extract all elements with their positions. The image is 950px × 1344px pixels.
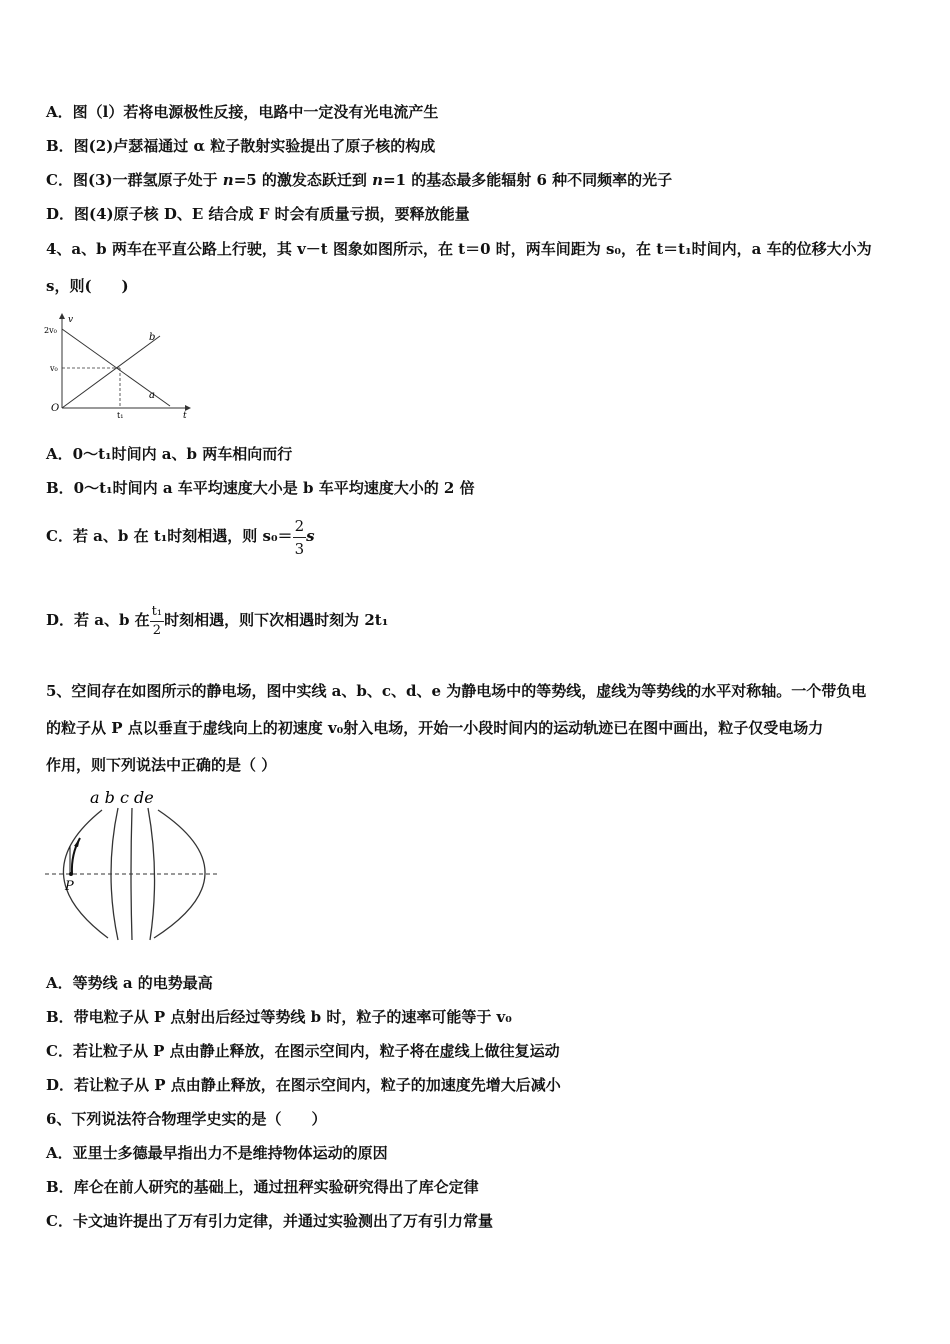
q3-option-b: B．图(2)卢瑟福通过 α 粒子散射实验提出了原子核的构成 <box>46 137 436 155</box>
vt-origin-label: O <box>51 403 60 414</box>
vt-label-b: b <box>149 332 156 343</box>
point-p-label: P <box>65 879 74 894</box>
vt-tick-v0: v₀ <box>50 364 58 373</box>
q4-c-denominator: 3 <box>294 539 305 558</box>
vt-line-b <box>62 336 160 408</box>
point-p <box>69 872 73 876</box>
q5-stem-line3: 作用，则下列说法中正确的是（ ） <box>46 756 277 774</box>
q3-option-a: A．图（l）若将电源极性反接，电路中一定没有光电流产生 <box>46 103 439 121</box>
q5-option-b: B．带电粒子从 P 点射出后经过等势线 b 时，粒子的速率可能等于 v₀ <box>46 1008 512 1026</box>
q4-d-fraction <box>150 603 164 640</box>
q3-c-text-2: =5 的激发态跃迁到 <box>233 171 373 189</box>
vt-label-a: a <box>149 390 155 401</box>
vt-tick-t1: t₁ <box>117 411 124 420</box>
q4-stem-line2: s，则( ) <box>46 277 129 295</box>
q5-option-a: A．等势线 a 的电势最高 <box>46 974 213 992</box>
q4-c-var: s <box>306 527 315 545</box>
q5-stem-line1: 5、空间存在如图所示的静电场，图中实线 a、b、c、d、e 为静电场中的等势线，虚线为等势线的水平对称轴。一个带负电 <box>46 682 867 700</box>
vt-tick-2v0: 2v₀ <box>44 326 57 335</box>
q6-option-b: B．库仑在前人研究的基础上，通过扭秤实验研究得出了库仑定律 <box>46 1178 479 1196</box>
q4-d-text-1: D．若 a、b 在 <box>46 611 150 629</box>
q4-d-numerator: t₁ <box>150 603 164 622</box>
velocity-arrow-icon <box>74 838 80 847</box>
field-line-labels: a b c de <box>90 788 154 807</box>
q4-c-numerator: 2 <box>293 515 307 538</box>
q5-option-d: D．若让粒子从 P 点由静止释放，在图示空间内，粒子的加速度先增大后减小 <box>46 1076 561 1094</box>
q3-c-var-2: n <box>372 171 384 189</box>
q4-stem-line1: 4、a、b 两车在平直公路上行驶，其 v－t 图象如图所示，在 t＝0 时，两车间距为 s₀，在 t＝t₁时间内，a 车的位移大小为 <box>46 240 872 258</box>
q3-c-var-1: n <box>222 171 234 189</box>
q4-option-d <box>46 597 388 643</box>
q5-stem-line2: 的粒子从 P 点以垂直于虚线向上的初速度 v₀射入电场，开始一小段时间内的运动轨迹已在图中画出，粒子仅受电场力 <box>46 719 824 737</box>
q6-option-c: C．卡文迪许提出了万有引力定律，并通过实验测出了万有引力常量 <box>46 1212 493 1230</box>
q3-option-c <box>46 170 672 190</box>
q4-d-denominator: 2 <box>152 622 162 638</box>
q6-stem: 6、下列说法符合物理学史实的是（ ） <box>46 1110 327 1128</box>
vt-graph <box>40 310 200 422</box>
q4-option-b: B．0～t₁时间内 a 车平均速度大小是 b 车平均速度大小的 2 倍 <box>46 479 475 497</box>
q3-option-d: D．图(4)原子核 D、E 结合成 F 时会有质量亏损，要释放能量 <box>46 205 470 223</box>
q4-d-text-2: 时刻相遇，则下次相遇时刻为 2t₁ <box>164 611 389 629</box>
q4-c-text: C．若 a、b 在 t₁时刻相遇，则 s₀＝ <box>46 527 293 545</box>
q4-c-fraction <box>293 515 307 560</box>
q3-c-text-3: =1 的基态最多能辐射 6 种不同频率的光子 <box>383 171 673 189</box>
q3-c-text-1: C．图(3)一群氢原子处于 <box>46 171 223 189</box>
vt-x-label: t <box>183 411 187 421</box>
q5-option-c: C．若让粒子从 P 点由静止释放，在图示空间内，粒子将在虚线上做往复运动 <box>46 1042 560 1060</box>
q4-option-c <box>46 513 315 560</box>
field-figure <box>40 786 230 948</box>
q6-option-a: A．亚里士多德最早指出力不是维持物体运动的原因 <box>46 1144 388 1162</box>
q4-option-a: A．0～t₁时间内 a、b 两车相向而行 <box>46 445 293 463</box>
vt-y-label: v <box>68 315 74 325</box>
